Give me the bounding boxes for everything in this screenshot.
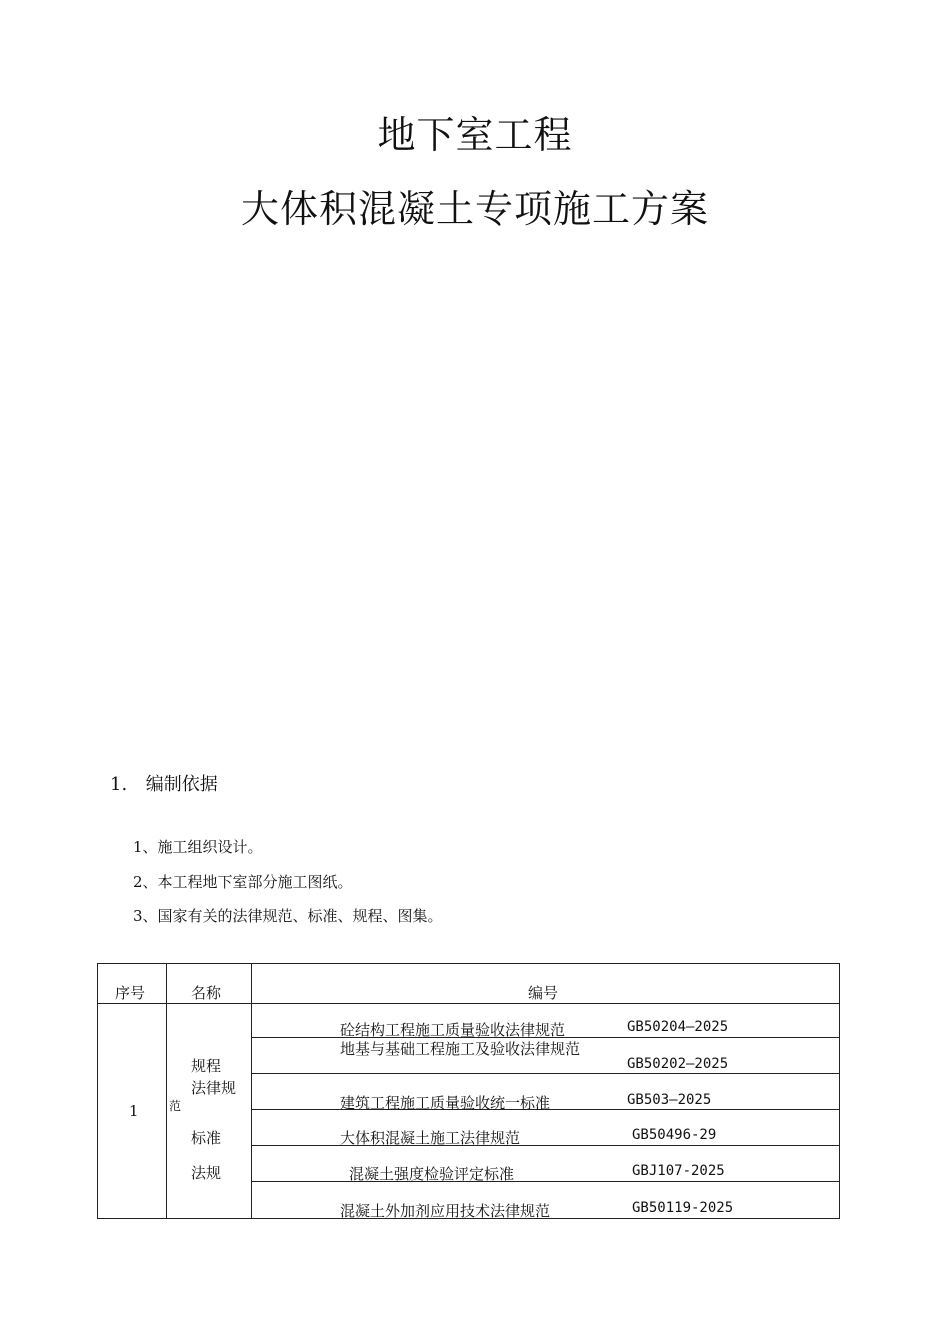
document-title-line-2: 大体积混凝土专项施工方案 — [240, 187, 709, 231]
standard-name: 建筑工程施工质量验收统一标准 — [340, 1094, 551, 1112]
standard-code: GB50202—2025 — [627, 1056, 729, 1072]
category-text: 范 — [169, 1099, 182, 1113]
standard-name: 混凝土外加剂应用技术法律规范 — [340, 1202, 551, 1220]
table-border — [166, 963, 167, 1219]
standard-name: 混凝土强度检验评定标准 — [349, 1165, 515, 1183]
basis-item: 1、施工组织设计。 — [133, 838, 263, 856]
standard-code: GBJ107-2025 — [632, 1163, 725, 1179]
category-text: 法规 — [191, 1164, 222, 1182]
standard-name: 地基与基础工程施工及验收法律规范 — [340, 1040, 581, 1058]
basis-item: 3、国家有关的法律规范、标准、规程、图集。 — [133, 907, 443, 925]
standard-code: GB503—2025 — [627, 1092, 712, 1108]
standard-code: GB50204—2025 — [627, 1019, 729, 1035]
category-text: 标准 — [191, 1129, 222, 1147]
section-number: 1. — [110, 774, 128, 795]
section-heading — [110, 770, 218, 796]
table-border — [97, 963, 98, 1219]
standard-code: GB50119-2025 — [632, 1200, 734, 1216]
category-text: 规程 — [191, 1057, 222, 1075]
table-border — [97, 1003, 840, 1004]
header-name: 名称 — [191, 984, 222, 1002]
document-title-line-1: 地下室工程 — [377, 113, 573, 157]
table-border — [97, 963, 840, 964]
row-index: 1 — [129, 1102, 139, 1120]
standards-table — [97, 963, 840, 1219]
table-border — [251, 1181, 840, 1182]
header-index: 序号 — [115, 984, 146, 1002]
header-code: 编号 — [528, 984, 559, 1002]
standard-name: 大体积混凝土施工法律规范 — [340, 1129, 521, 1147]
section-title: 编制依据 — [145, 774, 218, 795]
category-text: 法律规 — [191, 1079, 237, 1097]
standard-code: GB50496-29 — [632, 1127, 717, 1143]
table-border — [251, 1073, 840, 1074]
basis-item: 2、本工程地下室部分施工图纸。 — [133, 873, 353, 891]
standard-name: 砼结构工程施工质量验收法律规范 — [340, 1021, 566, 1039]
